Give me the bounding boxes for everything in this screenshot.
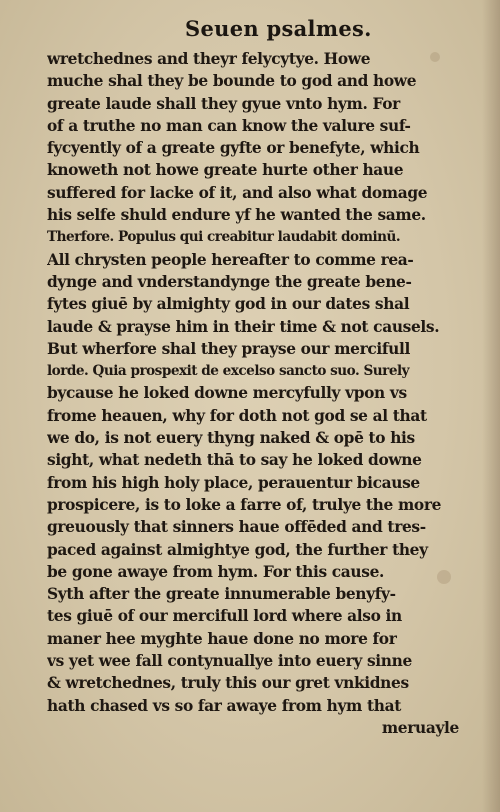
text-line: hath chased vs so far awaye from hym that [47, 696, 401, 715]
text-line: his selfe shuld endure yf he wanted the same. [47, 206, 426, 225]
text-line: bycause he loked downe mercyfully vpon vs [47, 384, 407, 403]
text-line: tes giuē of our mercifull lord where also in [47, 607, 402, 626]
text-line: But wherfore shal they prayse our mercifull [47, 339, 410, 358]
text-line: muche shal they be bounde to god and howe [47, 72, 417, 91]
text-line: fytes giuē by almighty god in our dates shal [47, 295, 410, 314]
text-line: vs yet wee fall contynuallye into euery sinne [47, 652, 412, 671]
text-line: we do, is not euery thyng naked & opē to his [47, 429, 415, 448]
text-line: suffered for lacke of it, and also what domage [47, 183, 428, 202]
text-line: be gone awaye from hym. For this cause. [47, 562, 385, 581]
text-line: of a truthe no man can know the valure suf- [47, 116, 411, 135]
text-block [47, 48, 461, 739]
text-line: dynge and vnderstandynge the greate bene- [47, 272, 412, 291]
text-line: fycyently of a greate gyfte or benefyte, which [47, 139, 420, 158]
text-line: Syth after the greate innumerable benyfy- [47, 585, 396, 604]
text-line: maner hee myghte haue done no more for [47, 629, 397, 648]
text-line: Therfore. Populus qui creabitur laudabit dominū. [47, 229, 401, 246]
text-line: All chrysten people hereafter to comme rea- [47, 250, 414, 269]
text-line: greuously that sinners haue offēded and tres- [47, 518, 426, 537]
text-line: frome heauen, why for doth not god se al that [47, 406, 427, 425]
text-line: from his high holy place, perauentur bicause [47, 473, 420, 492]
text-line: paced against almightye god, the further they [47, 540, 428, 559]
text-line: lorde. Quia prospexit de excelso sancto suo. Surely [47, 363, 410, 380]
text-line: prospicere, is to loke a farre of, trulye the more [47, 495, 442, 514]
text-line: knoweth not howe greate hurte other haue [47, 161, 404, 180]
running-head: Seuen psalmes. [185, 16, 372, 41]
text-line: laude & prayse him in their time & not causels. [47, 317, 440, 336]
text-line: meruayle [381, 718, 459, 737]
text-line: & wretchednes, truly this our gret vnkidnes [47, 674, 409, 693]
text-line: wretchednes and theyr felycytye. Howe [47, 50, 371, 68]
text-line: sight, what nedeth thā to say he loked downe [47, 451, 422, 470]
text-line: greate laude shall they gyue vnto hym. For [47, 94, 400, 113]
